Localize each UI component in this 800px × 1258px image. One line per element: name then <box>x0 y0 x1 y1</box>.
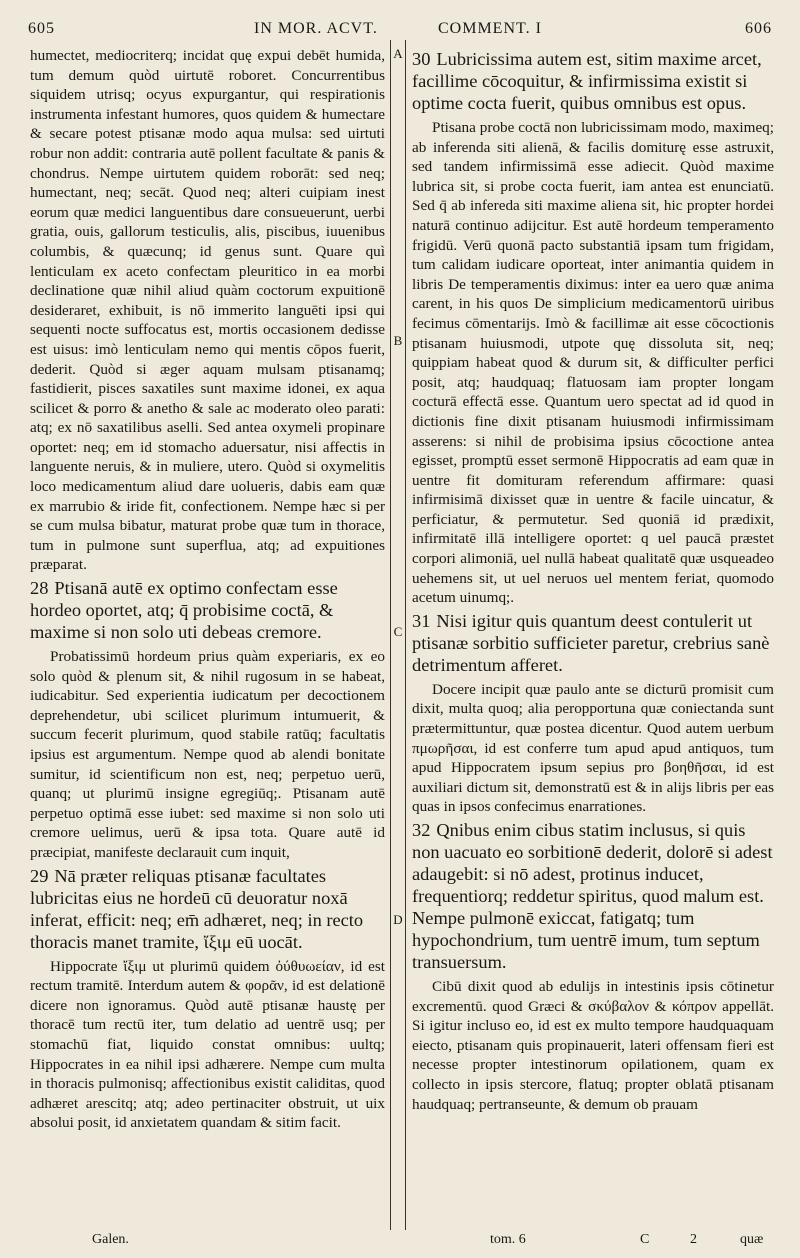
page-header <box>18 14 782 42</box>
commentary-paragraph: Ptisana probe coctā non lubricissimam modo, maximeq; ab inferenda siti alienā, & facilis domiturę esse astruxit, sed tandem infirmissimā esse adiecit. Quòd maxime lubrica sit, si probe cocta fuerit, iam antea est enunciatū. Sed q̄ ab infereda siti maxime aliena sit, hic propter hordei naturā continuo adijcitur. Est autē hordeum temperamento frigidū. Verū quonā pacto substantiā ipsam tum frigidam, tum calidam iudicare oporteat, inter animantia quidem in libris De temperamentis diximus: inter ea uero quæ anima carent, in his quos De simplicium medicamentorū uiribus fecimus cōmentarijs. Imò & facillimæ ait esse cōcoctionis ptisanam huiusmodi, utpote quę dissoluta sit, neq; quippiam habeat quod & durum sit, & difficulter perfici posit, atq; haudquaq; flatuosam iam propter longam cocturā effectā esse. Quantum uero spectat ad id quod in dictionis fine dixit ptisanam huiusmodi infirmissimam asserens: si nihil de probisima ipsius cōcoctione antea egisset, promptū esset sermonē Hippocratis ad eam quæ in uentre fit domituram referendum affirmare: quasi infirmisimā dixisset quæ in uentre & facile uincatur, & perficiatur, & permutetur. Sed quoniā id prædixit, infirmitatē illā intelligere oportet: q uel paucā præstet corpori alimoniā, uel nullā habeat qualitatē quæ usqueadeo uehemens sit, ut uel neruos uel mentem feriat, quomodo acetum uinumq;. <box>412 119 774 607</box>
right-column <box>412 46 774 1116</box>
lemma-text: Ptisanā autē ex optimo confectam esse hordeo oportet, atq; q̄ probisime coctā, & maxime si non solo uti debeas cremore. <box>30 578 338 643</box>
lemma <box>30 865 385 953</box>
running-title-right: COMMENT. I <box>438 20 542 37</box>
lemma <box>412 610 774 676</box>
commentary-paragraph: Probatissimū hordeum prius quàm experiaris, ex eo solo quòd & plenum sit, & nihil rugosum in se habeat, iudicabitur. Sed experientia iudicatum per decoctionem deprehendetur, ubi scilicet plurimum intumuerit, & succum fecerit plurimum, quod stabile ratūq; facultatis ipsius est argumentum. Nempe quod ab alendi bonitate sumitur, id scientificum non est, neq; perpetuo uerū, quanq; ut plurimū insigne egregiūq;. Ptisanam autē perpetuo optimā esse iubet: sed maxime si non solo uti cremore uelimus, uerū & ipsa tota. Quare autē id præcipiat, manifeste declarauit cum inquit, <box>30 648 385 861</box>
lemma-number: 30 <box>412 49 431 69</box>
commentary-paragraph: Docere incipit quæ paulo ante se dicturū promisit cum dixit, multa quoq; alia peropportuna quæ coniectanda sunt prætermittuntur, quæ postea dicentur. Quod autem uerbum πμωρῆσαι, id est conferre tum apud apud antiquos, tum apud Hippocratem ipsum sepius pro βοηθῆσαι, id est auxiliari dictum sit, demonstratū est & in alijs libris per eas quas in ipsos confecimus enarrationes. <box>412 680 774 816</box>
lemma <box>412 819 774 973</box>
margin-marker-a: A <box>393 46 403 61</box>
footer-author: Galen. <box>92 1232 129 1247</box>
margin-marker-b: B <box>393 333 403 348</box>
margin-marker-d: D <box>393 912 403 927</box>
page-footer <box>0 1232 800 1252</box>
commentary-paragraph: Hippocrate ἴξιμ ut plurimū quidem ὀύθυωείαν, id est rectum tramitē. Interdum autem & φορᾶν, id est delationē dicere non ignoramus. Quòd autē ptisanæ haustę per thoracē tum rectū iter, tum delatio ad uentrē usq; per stomachū fiat, liquido constat omnibus: uultq; Hippocrates in ea nihil ipsi adhærere. Nempe cum multa in thoracis pulmonisq; affectionibus existit caliditas, quod adhæret arescitq; atq; adeo pertinaciter obstruit, ut uix absolui posit, id anxietatem quandam & sitim facit. <box>30 957 385 1132</box>
lemma-text: Qnibus enim cibus statim inclusus, si quis non uacuato eo sorbitionē dederit, dolorē si adest adaugebit: si nō adest, protinus inducet, frequentiorq; reddetur spiritus, quod malum est. Nempe pulmonē exiccat, fatigatq; tum hypochondrium, tum uentrē imum, tum septum transuersum. <box>412 820 773 972</box>
lemma-number: 32 <box>412 820 431 840</box>
column-rule-right <box>405 40 406 1230</box>
catchword: quæ <box>740 1232 764 1247</box>
lemma <box>412 48 774 114</box>
page-number-right: 606 <box>745 20 772 37</box>
left-column <box>30 46 385 1135</box>
running-title-left: IN MOR. ACVT. <box>254 20 378 37</box>
body-paragraph: humectet, mediocriterq; incidat quę expui debēt humida, tum demum quòd uirtutē roboret. Concurrentibus siquidem utrisq; ocyus expurgantur, qui respirationis instrumenta infestant humores, quos quidem & humectare & secare potest ptisanæ modo aqua mulsa: sed uirtuti robur non addit: contraria autē pollent facultate & panis & chondrus. Nempe uirtutem quidem roborāt: sed neq; humectant, neq; secāt. Quod neq; alteri cuipiam inest eorum quæ medici languentibus dare consueuerunt, uerbi gratia, ouis, gallorum testiculis, alis, piscibus, iuuenibus columbis, & quæcunq; id genus sunt. Quare quì lenticulam ex aceto confectam pleuritico in ea morbi declinatione quæ nihil aliud quàm coctorum expuitionē desideraret, exhibuit, is nō immerito languēti ipsi qui sequenti nocte suffocatus est, mortis occasionem dedisse est uisus: imò lenticulam nemo qui mentis cōpos fuerit, dederit. Quòd si æger aquam mulsam ptisanamq; fastidierit, pisces saxatiles sunt maxime idonei, ex aqua scilicet & porro & anetho & sale ac moderato oleo parati: atq; ex nō saxatilibus aselli. Sed antea oxymeli propinare oportet: neq; em id stomacho aduersatur, nisi affectis in languente neruis, & in muliere, utero. Quòd si oxymelitis loco medicamentum aliud dare uolueris, dabis eam quæ ex marrubio & iride fit, confectionem. Nempe hæc si per se cum mulsa bibatur, maturat probe quæ tum in thorace, tum in pulmone sunt superflua, atq; ad expuitiones præparat. <box>30 47 385 574</box>
commentary-paragraph: Cibū dixit quod ab edulijs in intestinis ipsis cōtinetur excrementū. quod Græci & σκύβαλον & κόπρον appellāt. Si igitur incluso eo, id est ex multo tempore haudquaquam eiecto, ptisanam quis propinauerit, lateri offensam fieri est necesse propter intestinorum opilationem, quam ex collecto in ipsis stercore, flatuq; propter oblatā ptisanam haudquaq; pertranseunte, & demum ob prauam <box>412 978 774 1113</box>
page-number-left: 605 <box>28 20 55 37</box>
signature-number: 2 <box>690 1232 697 1247</box>
lemma <box>30 577 385 643</box>
lemma-text: Nisi igitur quis quantum deest contulerit ut ptisanæ sorbitio sufficieter paretur, crebrius sanè detrimentum afferet. <box>412 610 770 675</box>
lemma-number: 28 <box>30 578 49 599</box>
lemma-number: 31 <box>412 610 431 631</box>
signature-mark: C <box>640 1232 650 1247</box>
lemma-text: Lubricissima autem est, sitim maxime arcet, facillime cōcoquitur, & infirmissima existit si optime cocta fuerit, quibus omnibus est opus. <box>412 49 762 113</box>
lemma-text: Nā præter reliquas ptisanæ facultates lubricitas eius ne hordeū cū deuoratur noxā inferat, efficit: neq; em̄ adhæret, neq; in recto thoracis manet tramite, ἴξιμ eū uocāt. <box>30 865 364 952</box>
lemma-number: 29 <box>30 865 49 886</box>
footer-volume: tom. 6 <box>490 1232 526 1247</box>
margin-marker-c: C <box>393 624 403 639</box>
